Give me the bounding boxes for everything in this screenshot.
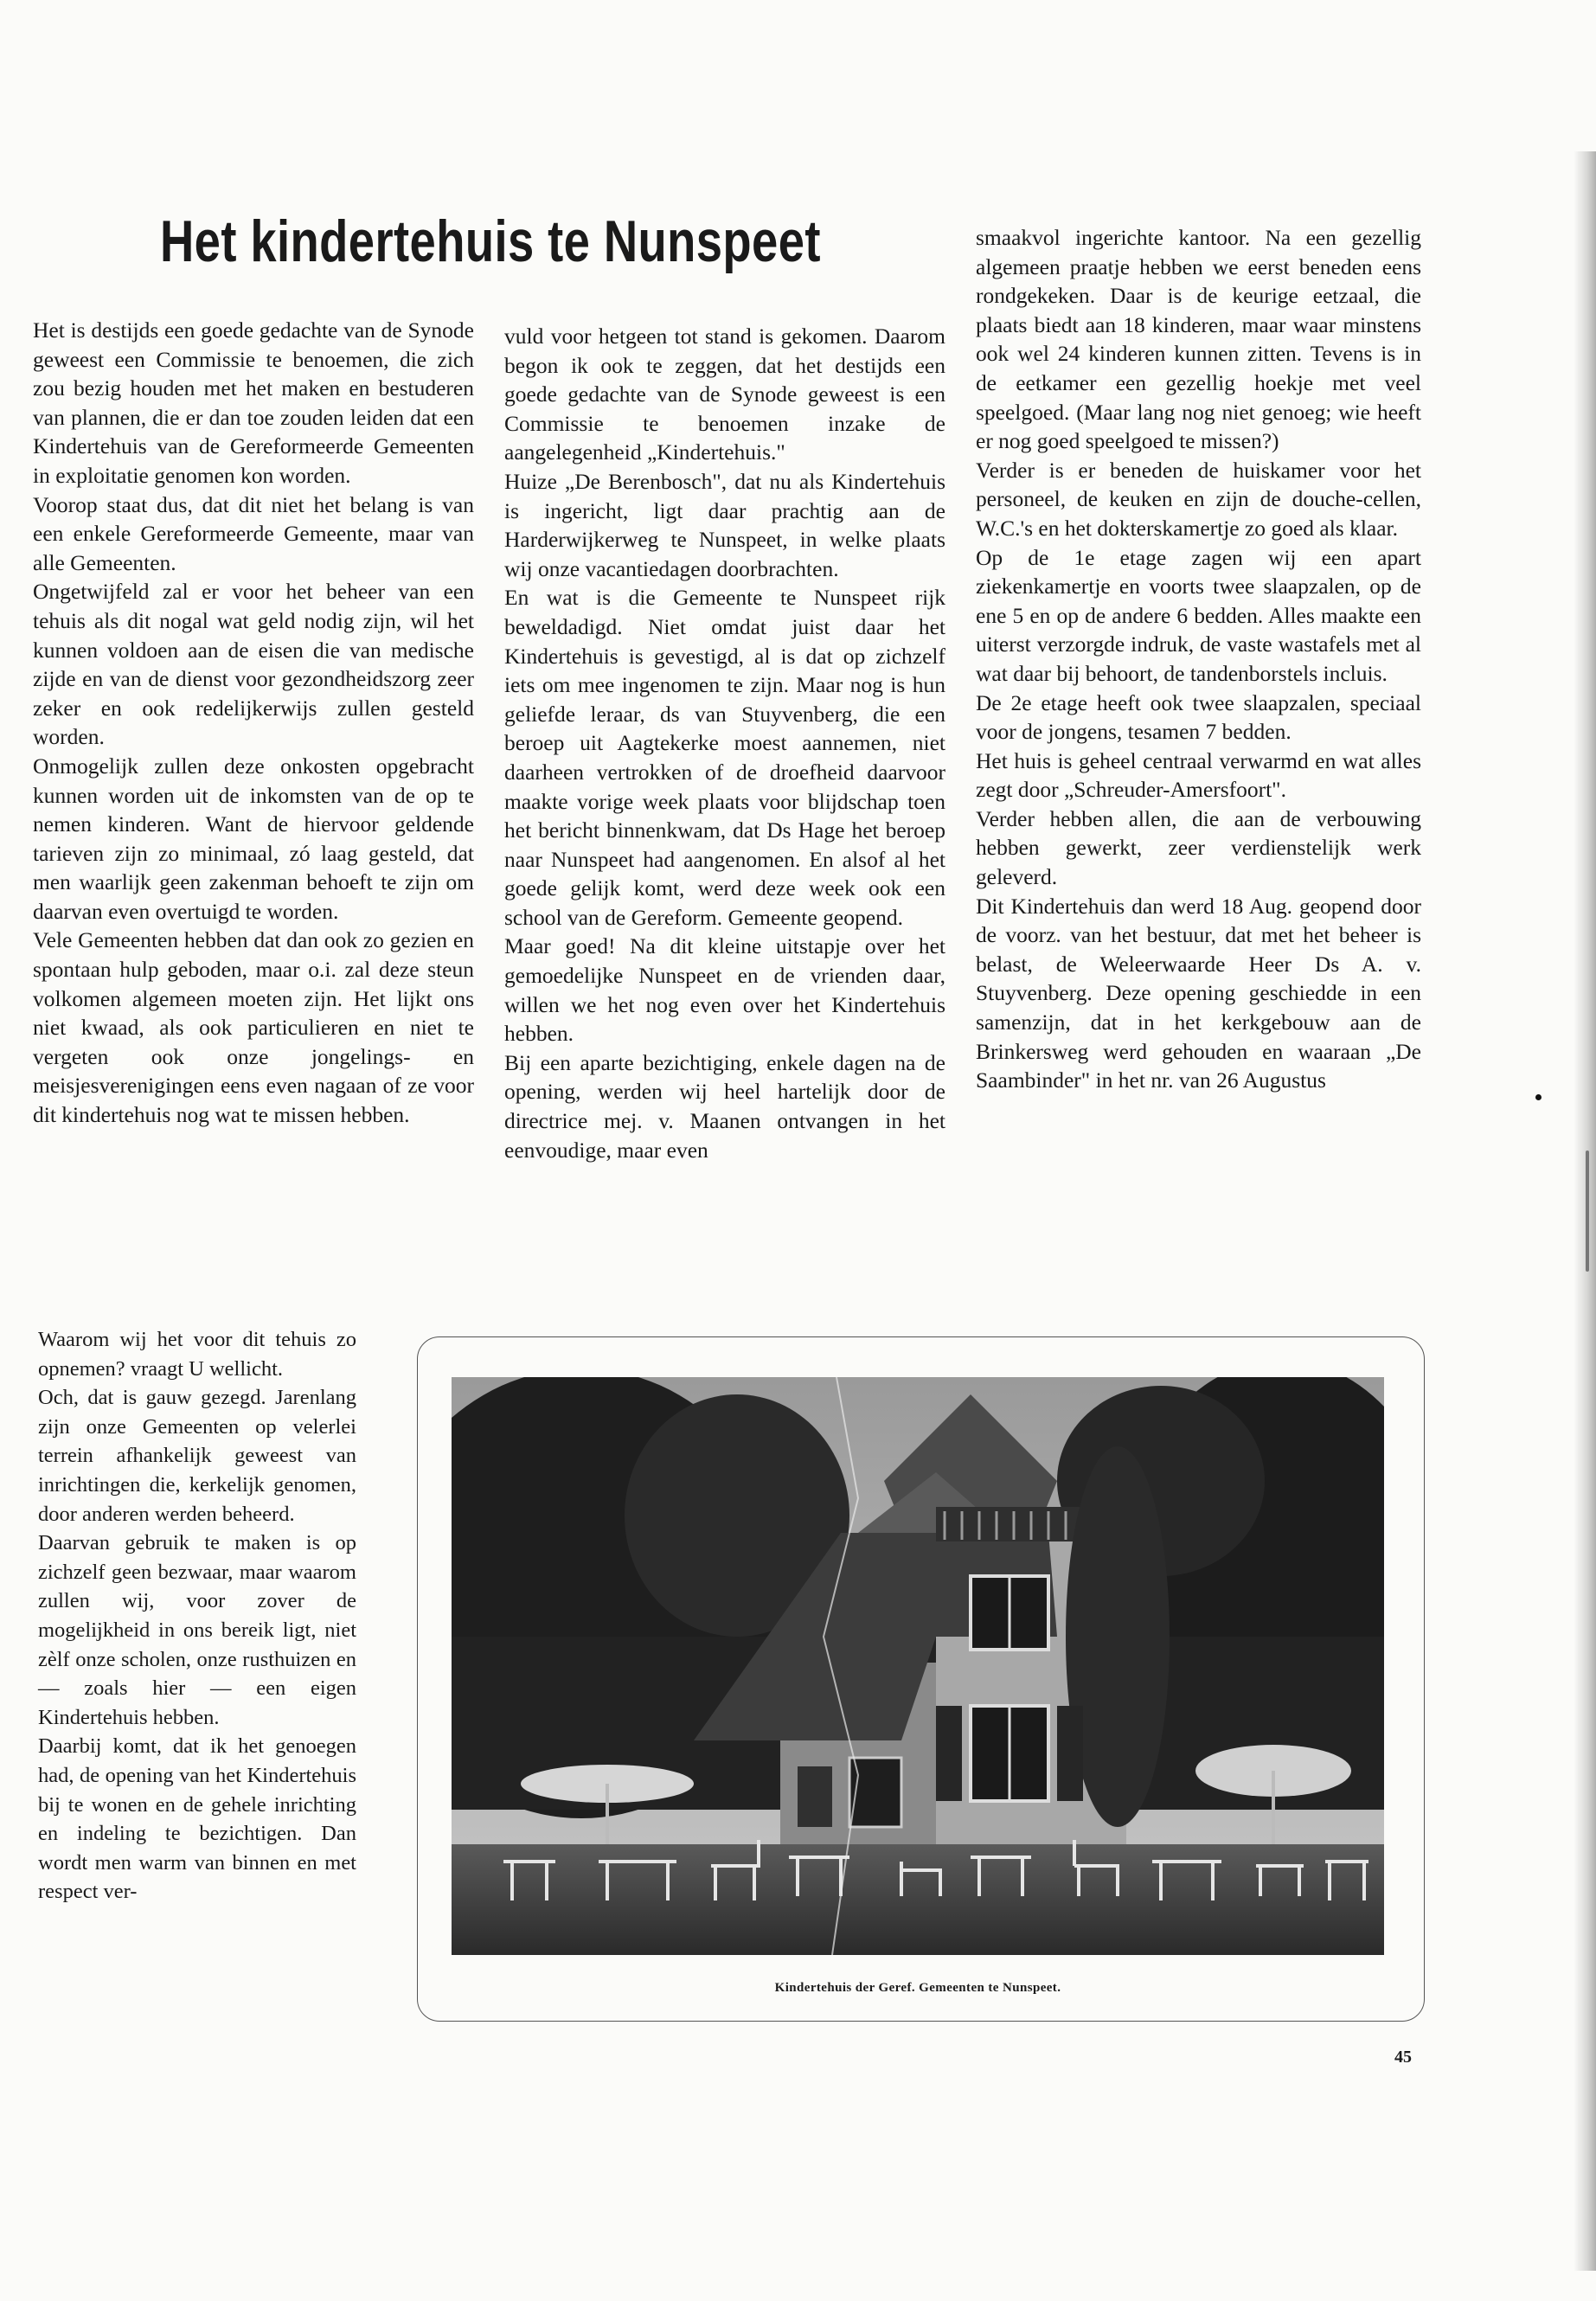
paragraph: Maar goed! Na dit kleine uitstapje over het gemoedelijke Nunspeet en de vrienden daar, willen we het nog even over het Kindertehuis hebben.	[504, 933, 945, 1047]
paragraph: Verder hebben allen, die aan de verbouwing hebben gewerkt, zeer verdienstelijk werk geleverd.	[976, 805, 1421, 890]
paragraph: Voorop staat dus, dat dit niet het belang is van een enkele Gereformeerde Gemeente, maar van alle Gemeenten.	[33, 491, 474, 575]
paragraph: Bij een aparte bezichtiging, enkele dagen na de opening, werden wij heel hartelijk door de directrice mej. v. Maanen ontvangen in het eenvoudige, maar even	[504, 1049, 945, 1163]
paragraph: smaakvol ingerichte kantoor. Na een gezellig algemeen praatje hebben we eerst beneden eens rondgekeken. Daar is de keurige eetzaal, die plaats biedt aan 18 kinderen, maar waar minstens ook wel 24 kinderen kunnen zitten. Tevens is in de eetkamer een gezellig hoekje met veel speelgoed. (Maar lang nog niet genoeg; wie heeft er nog goed speelgoed te missen?)	[976, 225, 1421, 454]
paragraph: Och, dat is gauw gezegd. Jarenlang zijn onze Gemeenten op velerlei terrein afhankelijk geweest van inrichtingen die, kerkelijk genomen, door anderen werden beheerd.	[38, 1386, 356, 1526]
page-edge-shadow	[1574, 151, 1596, 2271]
paragraph: De 2e etage heeft ook twee slaapzalen, speciaal voor de jongens, tesamen 7 bedden.	[976, 689, 1421, 745]
photo-caption: Kindertehuis der Geref. Gemeenten te Nunspeet.	[774, 1981, 1061, 1995]
page-number: 45	[1394, 2048, 1412, 2067]
paragraph: Daarvan gebruik te maken is op zichzelf geen bezwaar, maar waarom zullen wij, voor zover de mogelijkheid in ons bereik ligt, niet zèlf onze scholen, onze rusthuizen en — zoals hier — een eigen Kindertehuis hebben.	[38, 1531, 356, 1729]
binding-mark	[1586, 1150, 1589, 1272]
house-photo	[452, 1377, 1384, 1955]
paragraph: Daarbij komt, dat ik het genoegen had, de opening van het Kindertehuis bij te wonen en de gehele inrichting en indeling te bezichtigen. Dan wordt men warm van binnen en met respect ver-	[38, 1734, 356, 1904]
article-title: Het kindertehuis te Nunspeet	[160, 208, 821, 274]
text-column-4	[38, 1325, 356, 1907]
paragraph: Vele Gemeenten hebben dat dan ook zo gezien en spontaan hulp geboden, maar o.i. zal deze steun volkomen algemeen moeten zijn. Het lijkt ons niet kwaad, als ook particulieren en niet te vergeten ook onze jongelings- en meisjesverenigingen eens even nagaan of ze voor dit kindertehuis nog wat te missen hebben.	[33, 927, 474, 1128]
ink-dot	[1535, 1094, 1542, 1100]
text-column-3	[976, 223, 1421, 1095]
paragraph: vuld voor hetgeen tot stand is gekomen. Daarom begon ik ook te zeggen, dat het destijds een goede gedachte van de Synode geweest is een Commissie te benoemen inzake de aangelegenheid „Kindertehuis."	[504, 324, 945, 465]
paragraph: Het is destijds een goede gedachte van de Synode geweest een Commissie te benoemen, die zich zou bezig houden met het maken en bestuderen van plannen, die er dan toe zouden leiden dat een Kindertehuis van de Gereformeerde Gemeenten in exploitatie genomen kon worden.	[33, 317, 474, 488]
paragraph: Onmogelijk zullen deze onkosten opgebracht kunnen worden uit de inkomsten van de op te nemen kinderen. Want de hiervoor geldende tarieven zijn zo minimaal, zó laag gesteld, dat men waarlijk geen zakenman behoeft te zijn om daarvan even overtuigd te worden.	[33, 753, 474, 924]
paragraph: Waarom wij het voor dit tehuis zo opnemen? vraagt U wellicht.	[38, 1328, 356, 1381]
paragraph: En wat is die Gemeente te Nunspeet rijk beweldadigd. Niet omdat juist daar het Kindertehuis is gevestigd, al is dat op zichzelf iets om mee ingenomen te zijn. Maar nog is hun geliefde leraar, ds van Stuyvenberg, die een beroep uit Aagtekerke moest aannemen, niet daarheen vertrokken of de droefheid daarvoor maakte vorige week plaats voor blijdschap toen het bericht binnenkwam, dat Ds Hage het beroep naar Nunspeet had aangenomen. En alsof al het goede gelijk komt, werd deze week ook een school van de Gereform. Gemeente geopend.	[504, 585, 945, 930]
paragraph: Huize „De Berenbosch", dat nu als Kindertehuis is ingericht, ligt daar prachtig aan de Harderwijkerweg te Nunspeet, in welke plaats wij onze vacantiedagen doorbrachten.	[504, 468, 945, 581]
paragraph: Verder is er beneden de huiskamer voor het personeel, de keuken en zijn de douche-cellen, W.C.'s en het dokterskamertje zo goed als klaar.	[976, 457, 1421, 541]
text-column-2	[504, 322, 945, 1164]
paragraph: Het huis is geheel centraal verwarmd en wat alles zegt door „Schreuder-Amersfoort".	[976, 747, 1421, 803]
paragraph: Dit Kindertehuis dan werd 18 Aug. geopend door de voorz. van het bestuur, dat met het beheer is belast, de Weleerwaarde Heer Ds A. v. Stuyvenberg. Deze opening geschiedde in een samenzijn, dat in het kerkgebouw aan de Brinkersweg werd gehouden en waaraan „De Saambinder" in het nr. van 26 Augustus	[976, 893, 1421, 1093]
paragraph: Ongetwijfeld zal er voor het beheer van een tehuis als dit nogal wat geld nodig zijn, wil het kunnen voldoen aan de eisen die van medische zijde en van de dienst voor gezondheidszorg zeer zeker en ook redelijkerwijs zullen gesteld worden.	[33, 579, 474, 750]
text-column-1	[33, 316, 474, 1130]
paragraph: Op de 1e etage zagen wij een apart ziekenkamertje en voorts twee slaapzalen, op de ene 5 en op de andere 6 bedden. Alles maakte een uiterst verzorgde indruk, de vaste wastafels met al wat daar bij behoort, de tandenborstels incluis.	[976, 544, 1421, 686]
